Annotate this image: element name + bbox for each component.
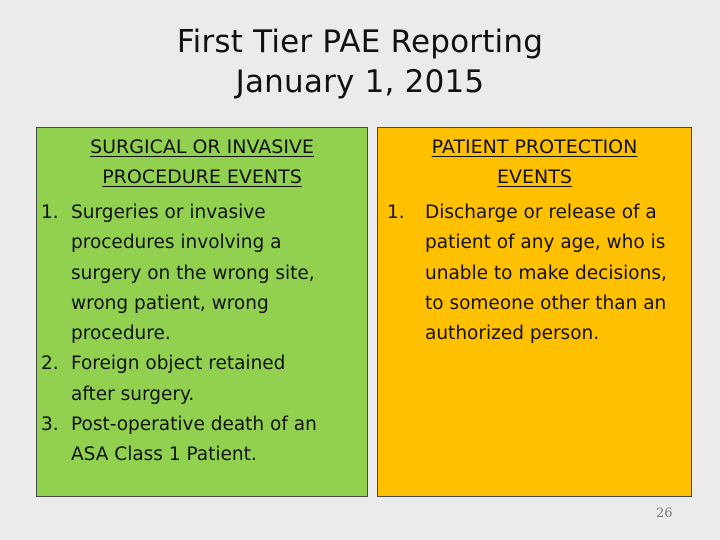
patient-protection-heading bbox=[378, 132, 691, 192]
list-item-text: wrong patient, wrong bbox=[71, 292, 269, 314]
list-item bbox=[37, 410, 367, 471]
slide-title bbox=[0, 22, 720, 102]
list-item bbox=[37, 198, 367, 349]
list-item-text: patient of any age, who is bbox=[425, 232, 666, 254]
surgical-events-panel bbox=[36, 127, 368, 497]
list-item-number: 2. bbox=[41, 353, 59, 375]
list-item-text: authorized person. bbox=[425, 323, 600, 345]
list-item-number: 3. bbox=[41, 414, 59, 436]
list-item-text: ASA Class 1 Patient. bbox=[71, 444, 257, 466]
patient-protection-heading-line-2: EVENTS bbox=[497, 166, 572, 188]
patient-protection-panel bbox=[377, 127, 692, 497]
list-item bbox=[378, 198, 691, 349]
slide-title-line-1: First Tier PAE Reporting bbox=[176, 24, 544, 60]
list-item-text: unable to make decisions, bbox=[425, 262, 667, 284]
surgical-events-list bbox=[37, 198, 367, 471]
list-item-text: Foreign object retained bbox=[71, 353, 286, 375]
surgical-events-heading-line-1: SURGICAL OR INVASIVE bbox=[90, 136, 314, 158]
list-item-text: procedure. bbox=[71, 323, 171, 345]
list-item-text: after surgery. bbox=[71, 383, 195, 405]
page-number: 26 bbox=[656, 506, 673, 521]
surgical-events-heading bbox=[37, 132, 367, 192]
surgical-events-heading-line-2: PROCEDURE EVENTS bbox=[102, 166, 302, 188]
list-item-text: Discharge or release of a bbox=[425, 202, 657, 223]
list-item bbox=[37, 349, 367, 410]
list-item-text: Surgeries or invasive bbox=[71, 202, 266, 223]
list-item-text: to someone other than an bbox=[425, 292, 667, 314]
slide-title-line-2: January 1, 2015 bbox=[235, 64, 485, 100]
list-item-text: Post-operative death of an bbox=[71, 414, 317, 436]
list-item-text: surgery on the wrong site, bbox=[71, 262, 315, 284]
patient-protection-heading-line-1: PATIENT PROTECTION bbox=[431, 136, 638, 158]
list-item-number: 1. bbox=[387, 202, 405, 223]
patient-protection-list bbox=[378, 198, 691, 349]
list-item-text: procedures involving a bbox=[71, 232, 282, 254]
list-item-number: 1. bbox=[41, 202, 59, 223]
